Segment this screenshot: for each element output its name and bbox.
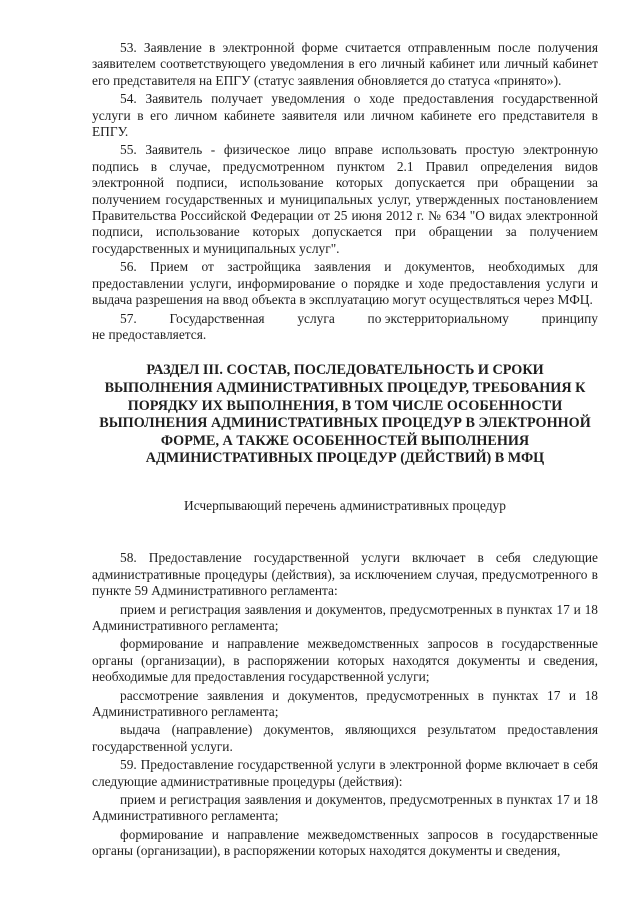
paragraph-57-first-line bbox=[92, 311, 598, 327]
list-item: выдача (направление) документов, являющихся результатом предоставления государственной услуги. bbox=[92, 722, 598, 754]
list-item: формирование и направление межведомственных запросов в государственные органы (организации), в распоряжении которых находятся документы и сведения, bbox=[92, 826, 598, 859]
paragraph-53: 53. Заявление в электронной форме считается отправленным после получения заявителем соответствующего уведомления в его личный кабинет или личный кабинет его представителя на ЕПГУ (статус заявления обновляется до статуса «принято»). bbox=[92, 40, 598, 88]
paragraph-57-continuation: не предоставляется. bbox=[92, 326, 207, 342]
list-item: формирование и направление межведомственных запросов в государственные органы (организации), в распоряжении которых находятся документы и сведения, необходимые для предоставления государственной услуги; bbox=[92, 636, 598, 685]
paragraph-57-word: по экстерриториальному bbox=[367, 310, 509, 326]
list-item: прием и регистрация заявления и документов, предусмотренных в пунктах 17 и 18 Административного регламента; bbox=[92, 791, 598, 824]
paragraph-54: 54. Заявитель получает уведомления о ходе предоставления государственной услуги в его личном кабинете заявителя или личном кабинете его представителя в ЕПГУ. bbox=[92, 91, 598, 140]
paragraph-55: 55. Заявитель - физическое лицо вправе использовать простую электронную подпись в случае, предусмотренном пунктом 2.1 Правил определения видов электронной подписи, использование которых допускается при обращении за получением государственных и муниципальных услуг, утвержденных постановлением Правительства Российской Федерации от 25 июня 2012 г. № 634 "О видах электронной подписи, использование которых допускается при обращении за получением государственных и муниципальных услуг". bbox=[92, 142, 598, 256]
document-body bbox=[92, 40, 598, 862]
paragraph-57-word: Государственная bbox=[169, 310, 265, 326]
list-item: прием и регистрация заявления и документов, предусмотренных в пунктах 17 и 18 Административного регламента; bbox=[92, 601, 598, 633]
paragraph-57-word: принципу bbox=[541, 310, 598, 326]
paragraph-57-word: 57. bbox=[120, 310, 137, 326]
paragraph-57 bbox=[92, 311, 598, 344]
paragraph-58: 58. Предоставление государственной услуги включает в себя следующие административные процедуры (действия), за исключением случая, предусмотренного в пункте 59 Административного регламента: bbox=[92, 550, 598, 599]
section-heading: РАЗДЕЛ III. СОСТАВ, ПОСЛЕДОВАТЕЛЬНОСТЬ И СРОКИ ВЫПОЛНЕНИЯ АДМИНИСТРАТИВНЫХ ПРОЦЕДУР, ТРЕБОВАНИЯ К ПОРЯДКУ ИХ ВЫПОЛНЕНИЯ, В ТОМ ЧИСЛЕ ОСОБЕННОСТИ ВЫПОЛНЕНИЯ АДМИНИСТРАТИВНЫХ ПРОЦЕДУР В ЭЛЕКТРОННОЙ ФОРМЕ, А ТАКЖЕ ОСОБЕННОСТЕЙ ВЫПОЛНЕНИЯ АДМИНИСТРАТИВНЫХ ПРОЦЕДУР (ДЕЙСТВИЙ) В МФЦ bbox=[99, 362, 591, 467]
paragraph-56: 56. Прием от застройщика заявления и документов, необходимых для предоставлении услуги, информирование о порядке и ходе предоставления услуги и выдача разрешения на ввод объекта в эксплуатацию могут осуществляться через МФЦ. bbox=[92, 259, 598, 308]
list-item: рассмотрение заявления и документов, предусмотренных в пунктах 17 и 18 Административного регламента; bbox=[92, 687, 598, 719]
paragraph-57-word: услуга bbox=[297, 310, 335, 326]
subheading: Исчерпывающий перечень административных процедур bbox=[184, 497, 506, 513]
paragraph-59: 59. Предоставление государственной услуги в электронной форме включает в себя следующие административные процедуры (действия): bbox=[92, 757, 598, 789]
